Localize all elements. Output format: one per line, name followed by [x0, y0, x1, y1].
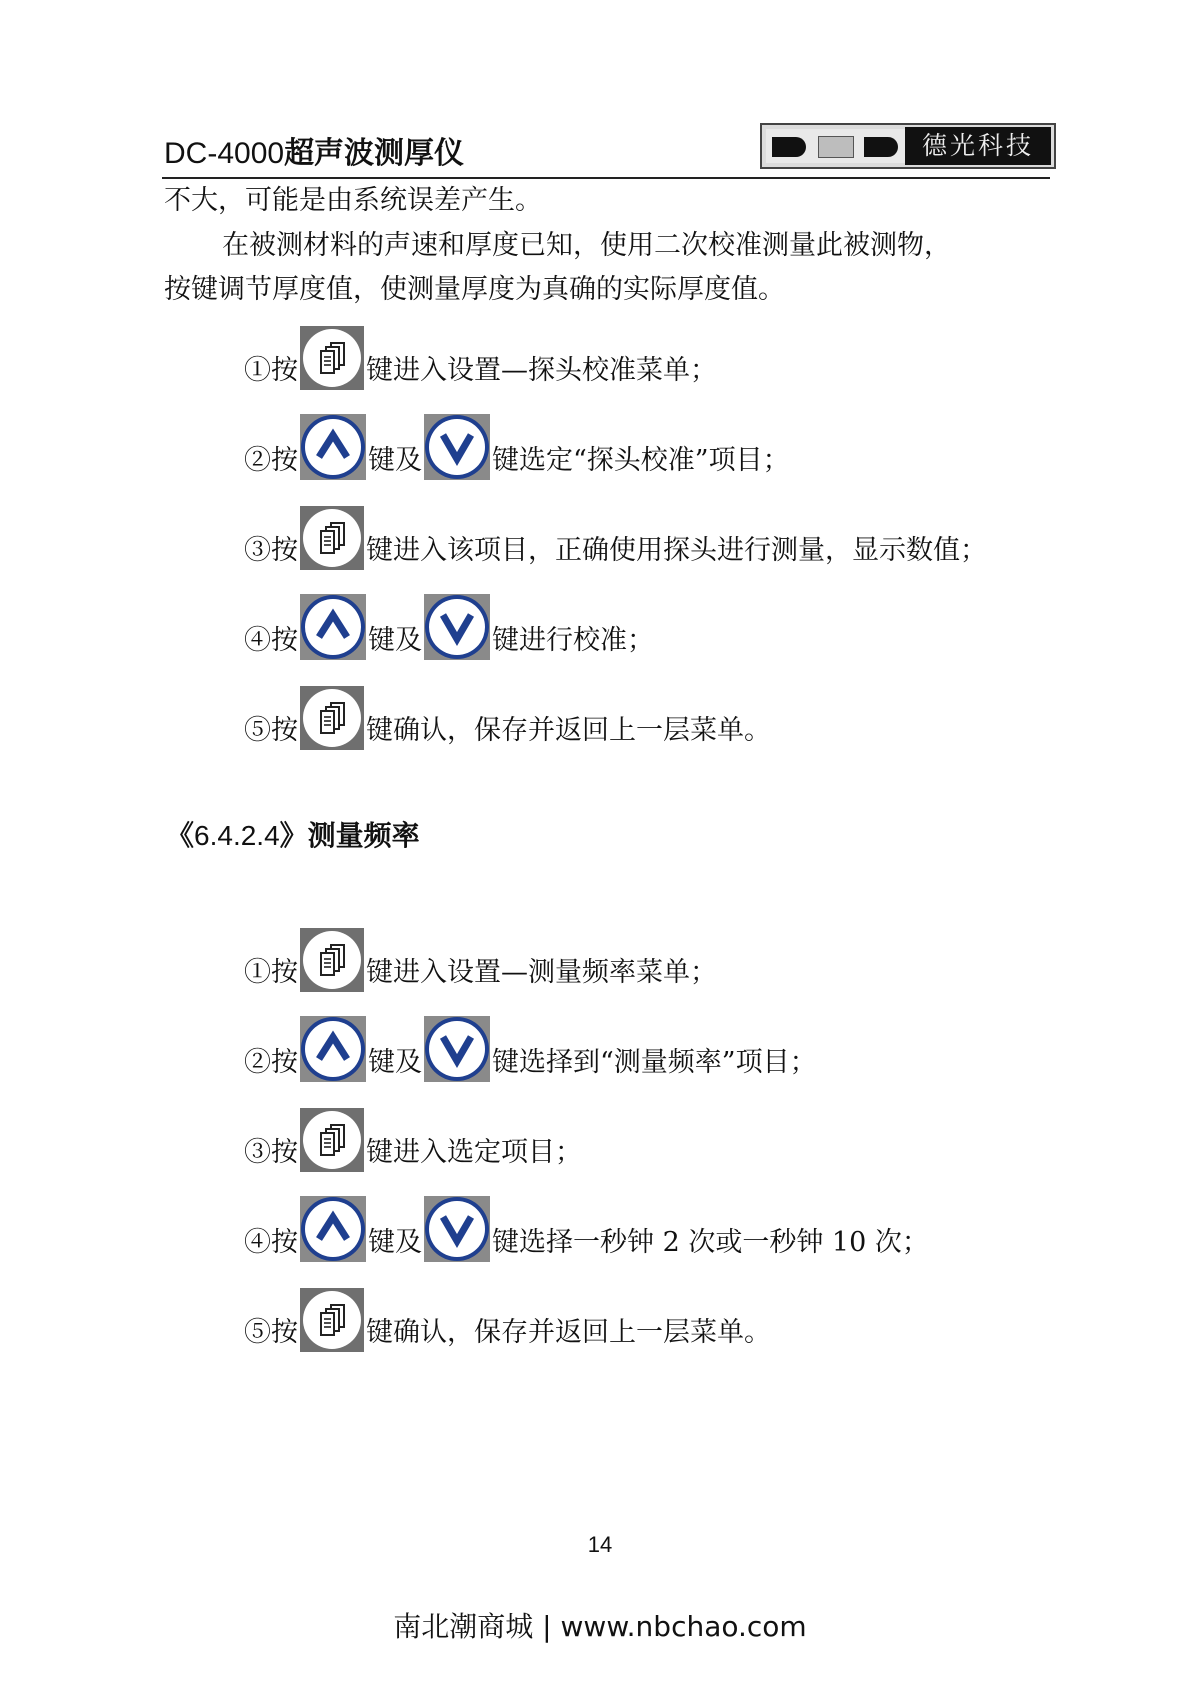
document-title — [164, 134, 464, 174]
calibration-steps-item — [244, 680, 771, 750]
step-text: 键进入选定项目； — [366, 1137, 582, 1168]
down-arrow-icon — [429, 1201, 485, 1257]
step-number: ⑤按 — [244, 1317, 298, 1348]
down-key-button — [424, 414, 490, 480]
header-rule — [162, 177, 1050, 179]
menu-page-icon — [303, 509, 361, 567]
frequency-steps-item — [244, 1102, 582, 1172]
step-connector: 键及 — [368, 1047, 422, 1078]
step-text: 键进入设置—测量频率菜单； — [366, 957, 717, 988]
calibration-steps-item — [244, 500, 987, 570]
page-number: 14 — [587, 1532, 613, 1557]
step-text: 键选择到“测量频率”项目； — [492, 1047, 817, 1078]
intro-line-3: 按键调节厚度值，使测量厚度为真确的实际厚度值。 — [164, 274, 785, 305]
step-number: ⑤按 — [244, 715, 298, 746]
step-number: ④按 — [244, 1227, 298, 1258]
menu-key-button — [300, 1288, 364, 1352]
step-connector: 键及 — [368, 625, 422, 656]
step-number: ④按 — [244, 625, 298, 656]
section-number: 6.4.2.4 — [194, 820, 280, 851]
step-text: 键选择一秒钟 2 次或一秒钟 10 次； — [492, 1227, 929, 1258]
step-number: ③按 — [244, 1137, 298, 1168]
menu-key-button — [300, 1108, 364, 1172]
step-number: ②按 — [244, 445, 298, 476]
up-key-button — [300, 1196, 366, 1262]
step-text: 键选定“探头校准”项目； — [492, 445, 790, 476]
up-arrow-icon — [305, 1201, 361, 1257]
menu-page-icon — [303, 689, 361, 747]
down-key-button — [424, 1016, 490, 1082]
frequency-steps-item — [244, 1192, 929, 1262]
step-number: ①按 — [244, 355, 298, 386]
step-connector: 键及 — [368, 1227, 422, 1258]
menu-key-button — [300, 326, 364, 390]
menu-key-button — [300, 928, 364, 992]
down-key-button — [424, 594, 490, 660]
down-arrow-icon — [429, 599, 485, 655]
step-text: 键确认，保存并返回上一层菜单。 — [366, 715, 771, 746]
step-number: ②按 — [244, 1047, 298, 1078]
down-arrow-icon — [429, 419, 485, 475]
company-logo — [760, 123, 1056, 169]
frequency-steps-item — [244, 922, 717, 992]
up-arrow-icon — [305, 599, 361, 655]
calibration-steps-item — [244, 410, 790, 480]
section-heading: 《6.4.2.4》测量频率 — [166, 819, 420, 852]
up-arrow-icon — [305, 419, 361, 475]
up-key-button — [300, 1016, 366, 1082]
step-number: ①按 — [244, 957, 298, 988]
product-name: 超声波测厚仪 — [284, 136, 465, 171]
step-number: ③按 — [244, 535, 298, 566]
up-key-button — [300, 414, 366, 480]
step-connector: 键及 — [368, 445, 422, 476]
down-arrow-icon — [429, 1021, 485, 1077]
menu-page-icon — [303, 1291, 361, 1349]
menu-page-icon — [303, 329, 361, 387]
frequency-steps-item — [244, 1282, 771, 1352]
calibration-steps-item — [244, 320, 717, 390]
section-title: 测量频率 — [307, 819, 420, 852]
logo-text: 德光科技 — [905, 127, 1051, 165]
down-key-button — [424, 1196, 490, 1262]
logo-mark-icon — [766, 129, 906, 163]
up-key-button — [300, 594, 366, 660]
intro-line-1: 不大，可能是由系统误差产生。 — [164, 185, 542, 216]
frequency-steps-item — [244, 1012, 817, 1082]
menu-page-icon — [303, 1111, 361, 1169]
step-text: 键进入该项目，正确使用探头进行测量，显示数值； — [366, 535, 987, 566]
model-number: DC-4000 — [164, 137, 285, 170]
menu-key-button — [300, 506, 364, 570]
menu-page-icon — [303, 931, 361, 989]
step-text: 键进行校准； — [492, 625, 654, 656]
menu-key-button — [300, 686, 364, 750]
step-text: 键确认，保存并返回上一层菜单。 — [366, 1317, 771, 1348]
step-text: 键进入设置—探头校准菜单； — [366, 355, 717, 386]
calibration-steps-item — [244, 590, 654, 660]
footer-watermark: 南北潮商城 | www.nbchao.com — [393, 1610, 807, 1643]
intro-line-2: 在被测材料的声速和厚度已知，使用二次校准测量此被测物， — [222, 230, 951, 261]
up-arrow-icon — [305, 1021, 361, 1077]
